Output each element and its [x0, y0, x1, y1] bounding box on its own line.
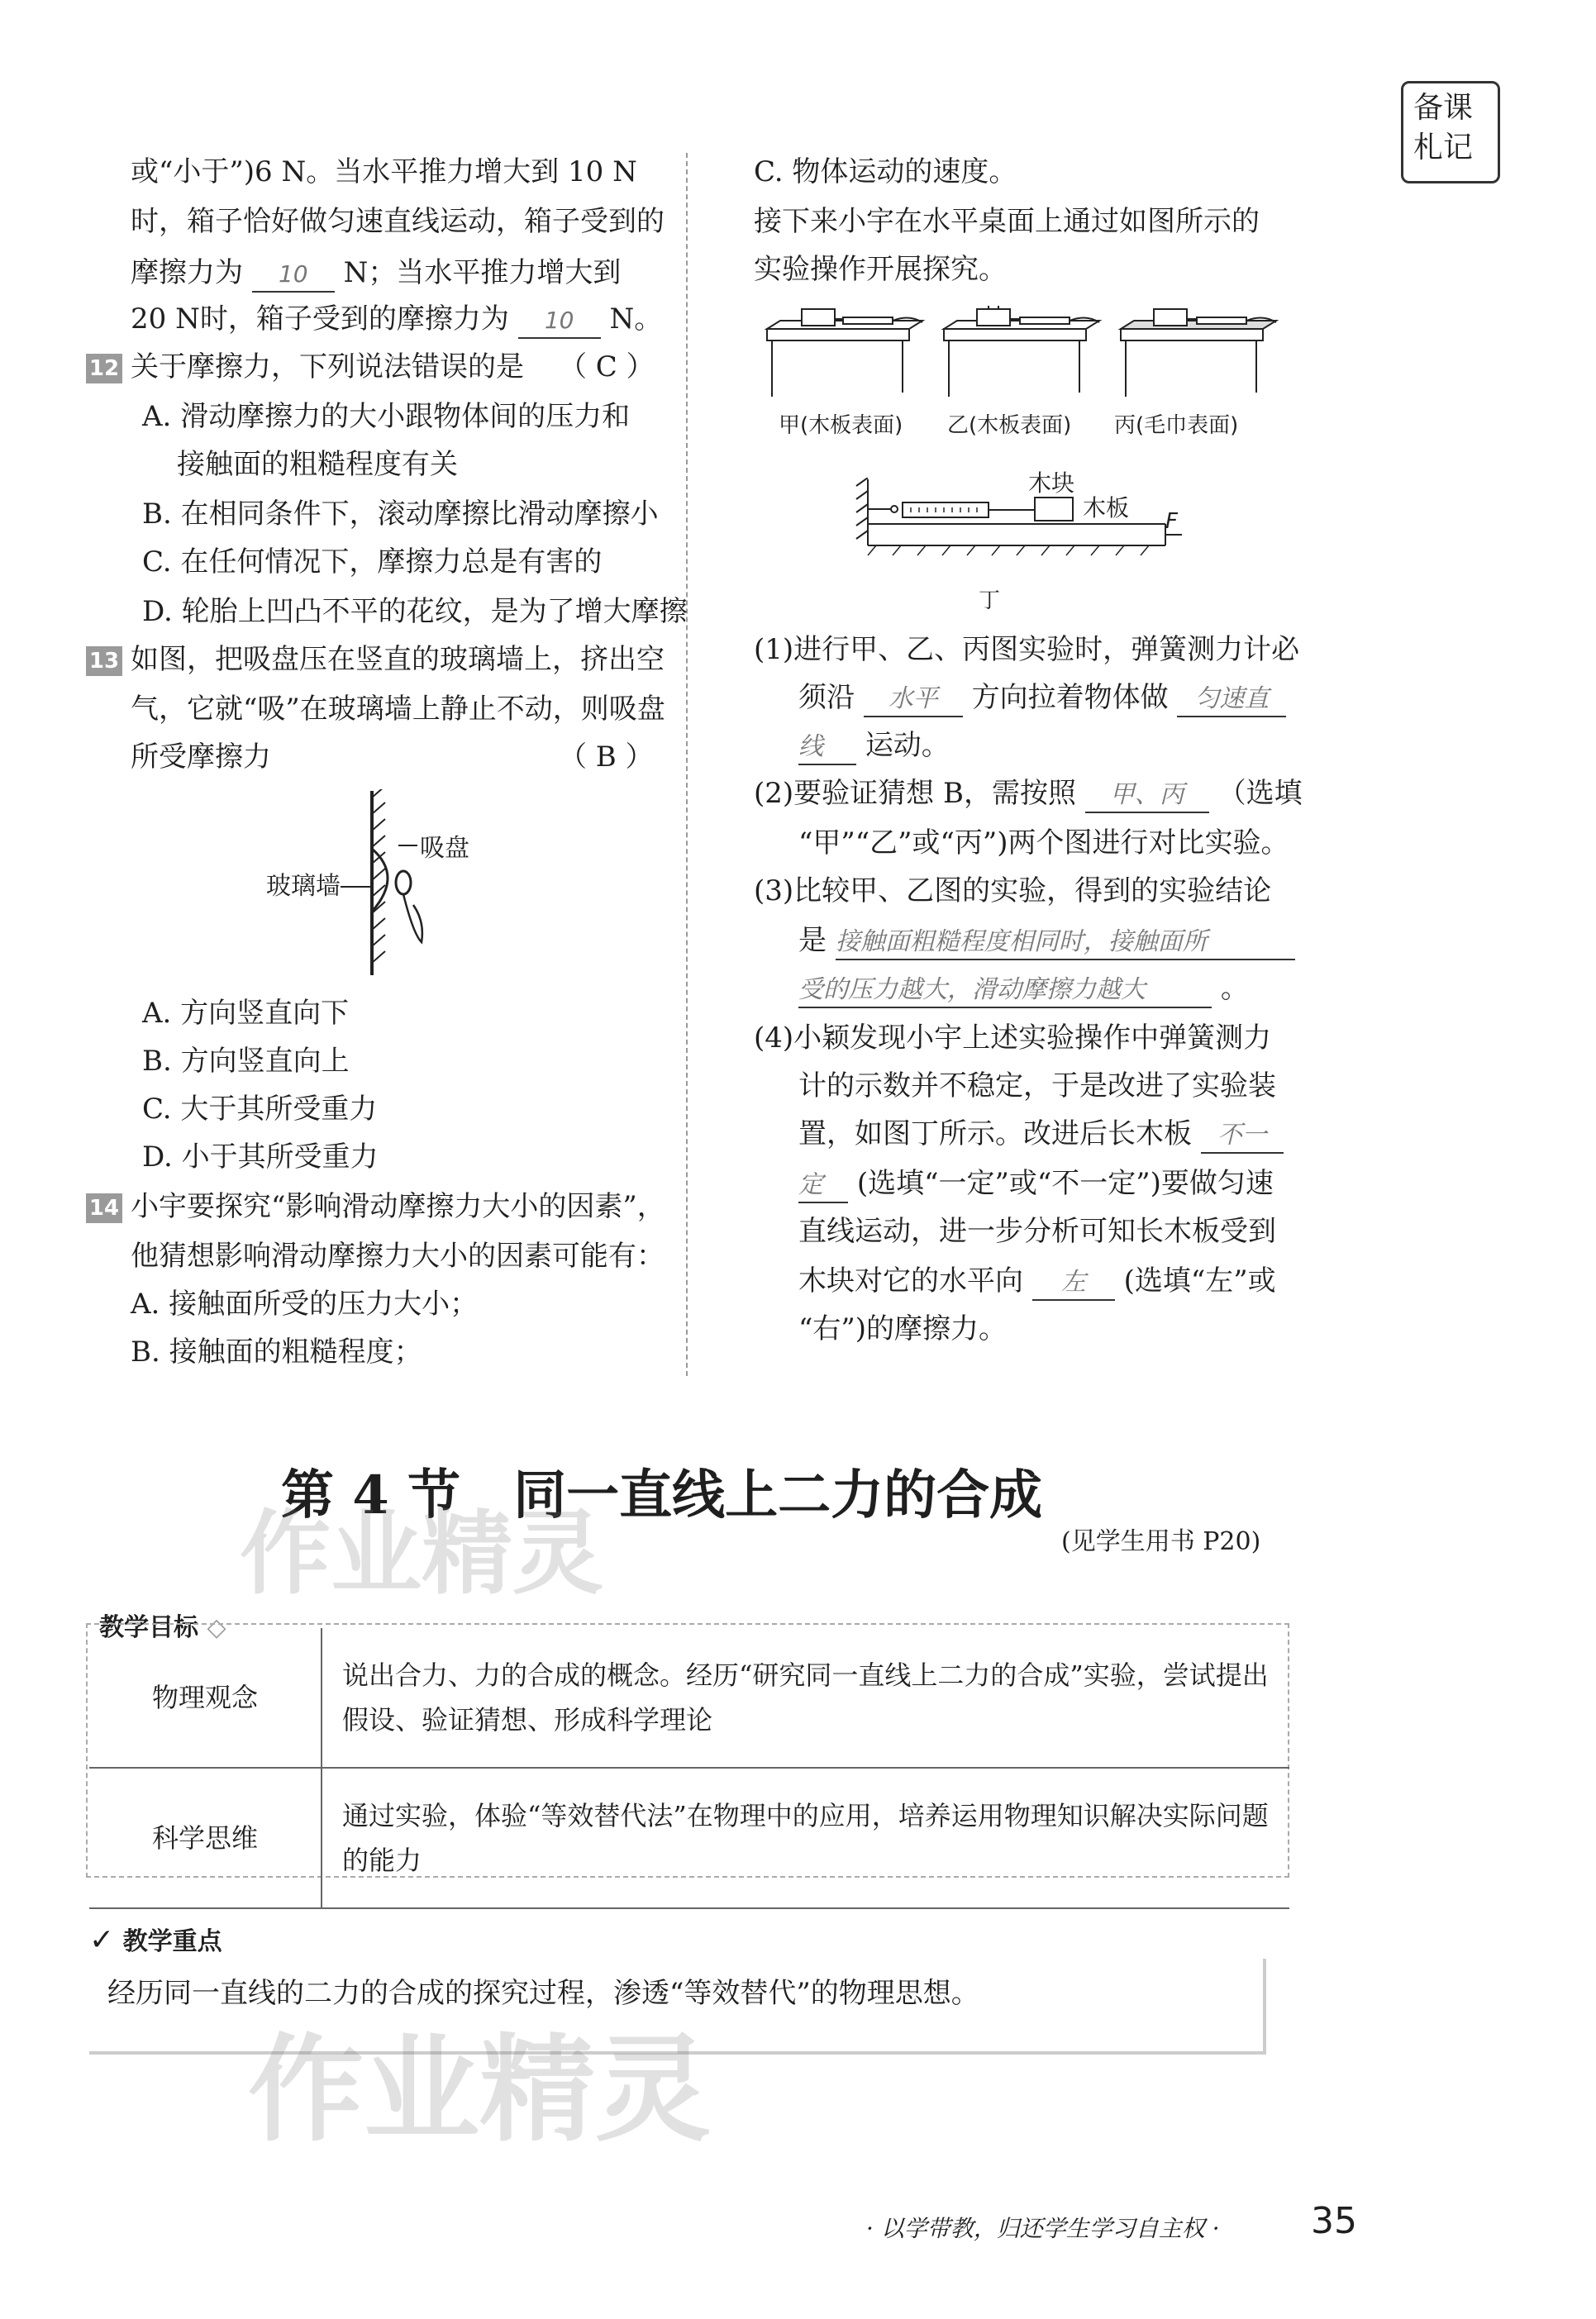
s3-line-3 — [798, 972, 1249, 1008]
caption-jia: 甲(木板表面) — [779, 413, 903, 438]
s4-line-5: 直线运动，进一步分析可知长木板受到 — [798, 1215, 1276, 1248]
caption-yi: 乙(木板表面) — [947, 413, 1072, 438]
key-points-header — [89, 1923, 222, 1957]
s3-text-end: 。 — [1220, 972, 1249, 1005]
key-points-text: 经历同一直线的二力的合成的探究过程，渗透“等效替代”的物理思想。 — [107, 1977, 979, 2010]
s2-text-1: (2)要验证猜想 B，需按照 — [754, 777, 1076, 810]
q12-option-a-1: A. 滑动摩擦力的大小跟物体间的压力和 — [142, 400, 631, 433]
s1-line-2 — [798, 681, 1286, 717]
q12-badge: 12 — [86, 354, 122, 383]
goals-row — [89, 1768, 1289, 1908]
q13-line-3: 所受摩擦力 — [131, 740, 271, 774]
answer-blank-figures: 甲、丙 — [1085, 779, 1209, 813]
label-force-f: F — [1165, 509, 1178, 534]
key-points-header-text: 教学重点 — [122, 1927, 222, 1956]
q12-option-c: C. 在任何情况下，摩擦力总是有害的 — [142, 545, 603, 579]
s2-line-2: “甲”“乙”或“丙”)两个图进行对比实验。 — [798, 826, 1289, 860]
goals-key-physics: 物理观念 — [89, 1628, 322, 1768]
caption-ding: 丁 — [979, 588, 1001, 613]
margin-note-box — [1401, 81, 1500, 183]
q13-line-1: 如图，把吸盘压在竖直的玻璃墙上，挤出空 — [131, 643, 665, 676]
margin-note-line1: 备课 — [1413, 91, 1474, 125]
s4-line-2: 计的示数并不稳定，于是改进了实验装 — [798, 1069, 1276, 1102]
answer-blank-conclusion-1: 接触面粗糙程度相同时，接触面所 — [836, 926, 1295, 960]
q13-option-c: C. 大于其所受重力 — [142, 1093, 378, 1126]
q12-answer: （ C ） — [559, 350, 655, 383]
s3-text-1: 是 — [798, 924, 827, 957]
q12-option-a-2: 接触面的粗糙程度有关 — [177, 448, 458, 481]
s2-line-1 — [754, 777, 1303, 813]
answer-blank-motion-b: 线 — [798, 731, 856, 765]
goals-value-thinking: 通过实验，体验“等效替代法”在物理中的应用，培养运用物理知识解决实际问题的能力 — [322, 1768, 1289, 1908]
left-line-3-text: 摩擦力为 — [131, 256, 243, 289]
answer-blank-direction-left: 左 — [1032, 1266, 1115, 1301]
left-line-4 — [131, 302, 662, 339]
answer-blank-direction: 水平 — [864, 683, 963, 717]
left-line-3 — [131, 256, 621, 293]
right-option-c: C. 物体运动的速度。 — [754, 155, 1017, 188]
label-board: 木板 — [1083, 494, 1130, 521]
q13-badge: 13 — [86, 646, 122, 676]
q13-option-b: B. 方向竖直向上 — [142, 1045, 350, 1078]
s4-line-4 — [798, 1167, 1274, 1203]
q12-option-d: D. 轮胎上凹凸不平的花纹，是为了增大摩擦 — [142, 595, 688, 628]
q13-option-a: A. 方向竖直向下 — [142, 997, 350, 1030]
s4-line-1: (4)小颖发现小宇上述实验操作中弹簧测力 — [754, 1021, 1272, 1055]
left-line-4-text-b: N。 — [609, 302, 663, 336]
s1-line-1: (1)进行甲、乙、丙图实验时，弹簧测力计必 — [754, 633, 1300, 666]
s1-text-3: 运动。 — [865, 729, 950, 762]
goals-table — [89, 1628, 1289, 1909]
s1-text-1: 须沿 — [798, 681, 855, 714]
q14-line-1: 小宇要探究“影响滑动摩擦力大小的因素”， — [131, 1190, 665, 1223]
label-glass-wall: 玻璃墙 — [266, 872, 341, 901]
q13-line-2: 气，它就“吸”在玻璃墙上静止不动，则吸盘 — [131, 693, 665, 726]
s1-line-3 — [798, 729, 950, 765]
goals-row — [89, 1628, 1289, 1768]
s4-text-1: 置，如图丁所示。改进后长木板 — [798, 1117, 1192, 1150]
q12-stem: 关于摩擦力，下列说法错误的是 — [131, 350, 524, 383]
answer-blank-friction-1: 10 — [252, 258, 335, 293]
answer-blank-uniform-a: 不一 — [1201, 1119, 1284, 1154]
goals-header-text: 教学目标 — [99, 1613, 198, 1642]
footer-slogan: · 以学带教，归还学生学习自主权 · — [866, 2215, 1220, 2242]
s1-text-2: 方向拉着物体做 — [971, 681, 1169, 714]
diamond-icon: ◇ — [207, 1613, 226, 1642]
q13-option-d: D. 小于其所受重力 — [142, 1140, 379, 1174]
q13-answer: （ B ） — [559, 740, 654, 774]
s3-line-1: (3)比较甲、乙图的实验，得到的实验结论 — [754, 874, 1272, 907]
experiment-figures-jia-yi-bing — [760, 306, 1289, 405]
watermark-1: 作业精灵 — [240, 1501, 603, 1607]
right-line-1: 接下来小宇在水平桌面上通过如图所示的 — [754, 205, 1260, 238]
s4-text-4: (选填“左”或 — [1123, 1264, 1276, 1298]
column-divider — [686, 153, 688, 1376]
s4-line-6 — [798, 1264, 1276, 1301]
s3-line-2 — [798, 924, 1295, 960]
goals-value-physics: 说出合力、力的合成的概念。经历“研究同一直线上二力的合成”实验，尝试提出假设、验证猜想、形成科学理论 — [322, 1628, 1289, 1768]
q14-option-a: A. 接触面所受的压力大小； — [131, 1288, 479, 1321]
page-number: 35 — [1311, 2200, 1357, 2242]
q14-line-2: 他猜想影响滑动摩擦力大小的因素可能有： — [131, 1240, 665, 1273]
answer-blank-conclusion-2: 受的压力越大，滑动摩擦力越大 — [798, 974, 1212, 1008]
left-line-4-text: 20 N时，箱子受到的摩擦力为 — [131, 302, 509, 336]
q14-badge: 14 — [86, 1193, 122, 1223]
s4-text-2: (选填“一定”或“不一定”)要做匀速 — [856, 1167, 1274, 1200]
answer-blank-uniform-b: 定 — [798, 1169, 848, 1203]
answer-blank-friction-2: 10 — [518, 304, 601, 339]
q14-option-b: B. 接触面的粗糙程度； — [131, 1336, 422, 1369]
experiment-figure-ding — [851, 478, 1182, 569]
s4-line-7: “右”)的摩擦力。 — [798, 1312, 1008, 1345]
answer-blank-motion-a: 匀速直 — [1177, 683, 1286, 717]
s4-line-3 — [798, 1117, 1284, 1154]
label-suction-cup: 吸盘 — [420, 834, 469, 863]
s2-text-2: （选填 — [1217, 777, 1303, 810]
section-title: 第 4 节 同一直线上二力的合成 — [281, 1464, 1043, 1526]
q12-option-b: B. 在相同条件下，滚动摩擦比滑动摩擦小 — [142, 498, 659, 531]
watermark-2: 作业精灵 — [248, 2023, 712, 2158]
left-line-2: 时，箱子恰好做匀速直线运动，箱子受到的 — [131, 205, 665, 238]
margin-note-line2: 札记 — [1413, 131, 1474, 164]
label-block: 木块 — [1028, 469, 1075, 497]
section-ref: (见学生用书 P20) — [1061, 1527, 1261, 1556]
left-line-1: 或“小于”)6 N。当水平推力增大到 10 N — [131, 155, 637, 188]
s4-text-3: 木块对它的水平向 — [798, 1264, 1023, 1298]
caption-bing: 丙(毛巾表面) — [1114, 413, 1239, 438]
check-icon: ✓ — [89, 1923, 115, 1957]
left-line-3-text-b: N；当水平推力增大到 — [343, 256, 622, 289]
goals-key-thinking: 科学思维 — [89, 1768, 322, 1908]
right-line-2: 实验操作开展探究。 — [754, 253, 1007, 286]
